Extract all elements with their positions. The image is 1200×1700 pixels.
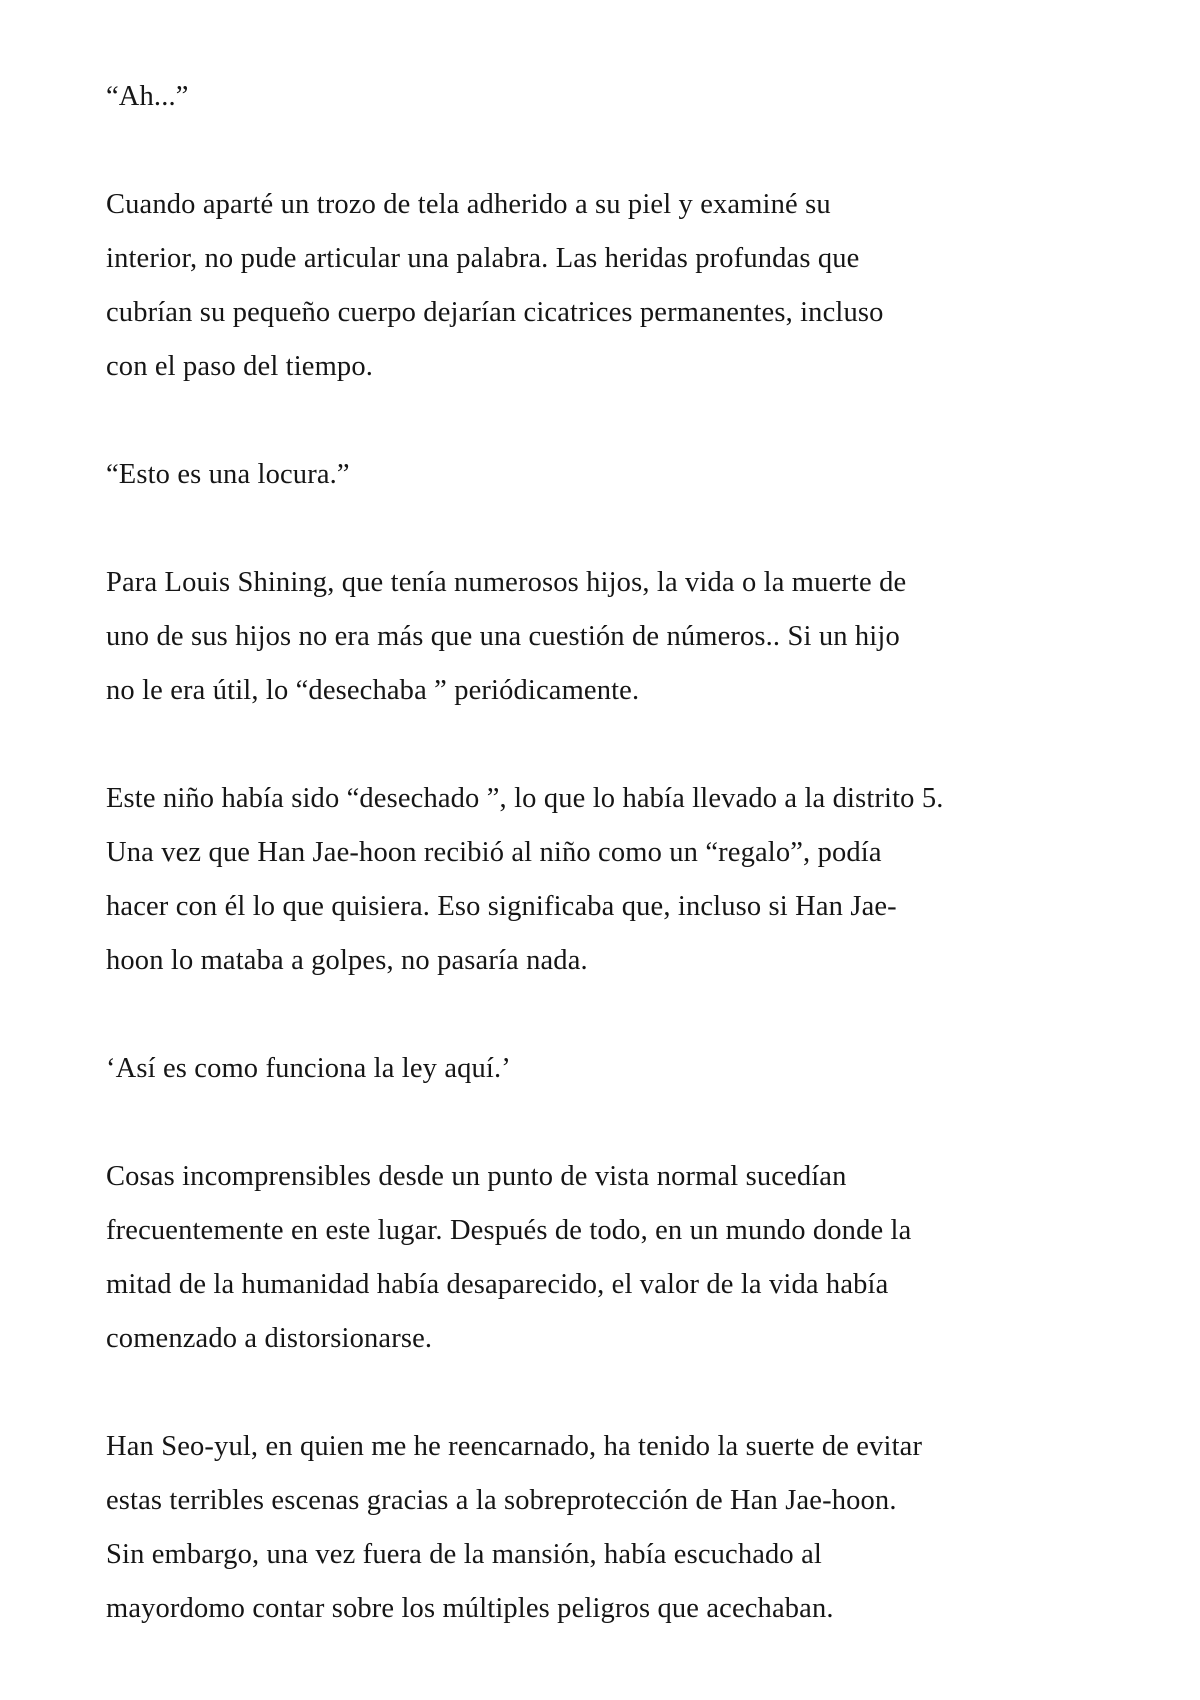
text-line: cubrían su pequeño cuerpo dejarían cicatrices permanentes, incluso [106, 297, 884, 328]
text-line: interior, no pude articular una palabra. Las heridas profundas que [106, 243, 860, 274]
text-line: uno de sus hijos no era más que una cuestión de números.. Si un hijo [106, 621, 900, 652]
text-line: mitad de la humanidad había desaparecido, el valor de la vida había [106, 1269, 889, 1300]
text-line: hacer con él lo que quisiera. Eso significaba que, incluso si Han Jae- [106, 891, 897, 922]
text-line: hoon lo mataba a golpes, no pasaría nada. [106, 945, 588, 976]
text-line: Cuando aparté un trozo de tela adherido a su piel y examiné su [106, 189, 831, 220]
paragraph-incomprehensible [106, 1150, 1106, 1366]
text-line: estas terribles escenas gracias a la sobreprotección de Han Jae-hoon. [106, 1485, 897, 1516]
text-line: Para Louis Shining, que tenía numerosos hijos, la vida o la muerte de [106, 567, 907, 598]
text-line: comenzado a distorsionarse. [106, 1323, 433, 1354]
text-line: frecuentemente en este lugar. Después de todo, en un mundo donde la [106, 1215, 912, 1246]
text-line: con el paso del tiempo. [106, 351, 374, 382]
text-line: Sin embargo, una vez fuera de la mansión, había escuchado al [106, 1539, 822, 1570]
text-line: “Esto es una locura.” [106, 459, 350, 490]
text-line: ‘Así es como funciona la ley aquí.’ [106, 1053, 511, 1084]
paragraph-dialogue-ah [106, 70, 1106, 124]
paragraph-dialogue-locura [106, 448, 1106, 502]
text-line: Cosas incomprensibles desde un punto de vista normal sucedían [106, 1161, 847, 1192]
paragraph-han-seo-yul [106, 1420, 1106, 1636]
text-line: “Ah...” [106, 81, 189, 112]
paragraph-louis-shining [106, 556, 1106, 718]
text-line: Una vez que Han Jae-hoon recibió al niño como un “regalo”, podía [106, 837, 882, 868]
text-line: Este niño había sido “desechado ”, lo que lo había llevado a la distrito 5. [106, 783, 944, 814]
paragraph-wounds [106, 178, 1106, 394]
text-line: mayordomo contar sobre los múltiples peligros que acechaban. [106, 1593, 834, 1624]
text-line: no le era útil, lo “desechaba ” periódicamente. [106, 675, 640, 706]
paragraph-discarded-child [106, 772, 1106, 988]
paragraph-thought-law [106, 1042, 1106, 1096]
text-line: Han Seo-yul, en quien me he reencarnado, ha tenido la suerte de evitar [106, 1431, 923, 1462]
document-page [106, 70, 1106, 1690]
